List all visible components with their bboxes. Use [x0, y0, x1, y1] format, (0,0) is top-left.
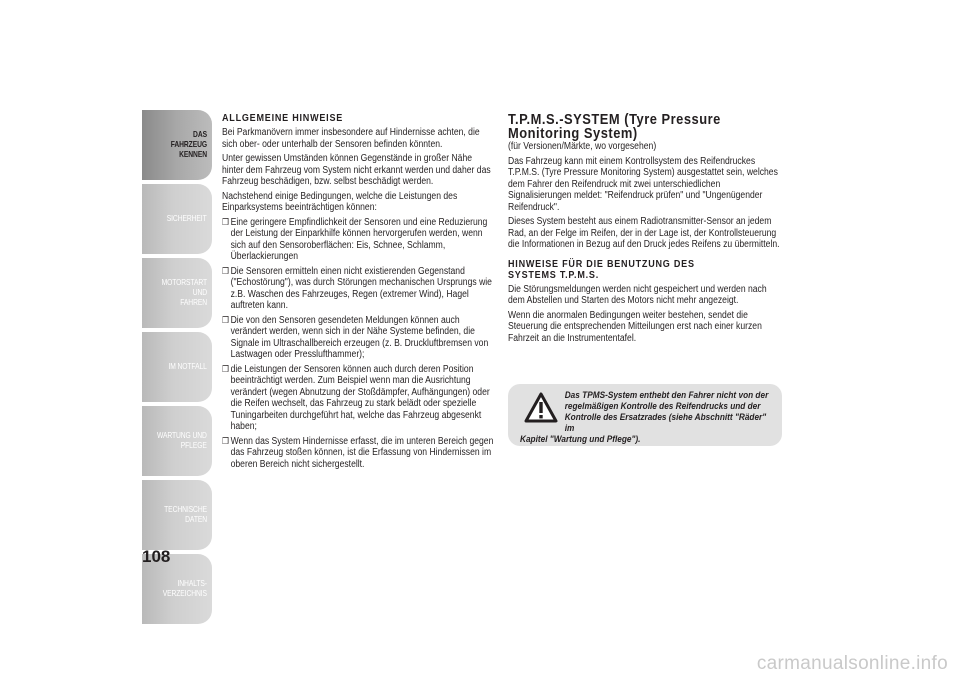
list-item [222, 217, 493, 263]
paragraph: Bei Parkmanövern immer insbesondere auf Hindernisse achten, die sich ober- oder unterhalb der Sensoren befinden könnten. [222, 127, 480, 150]
tab-label: MOTORSTART UND FAHREN [161, 278, 207, 307]
checkbox-bullet-icon: ❒ [222, 314, 229, 325]
checkbox-bullet-icon: ❒ [222, 435, 229, 446]
tab-label: TECHNISCHE DATEN [164, 505, 207, 524]
tab-label: INHALTS- VERZEICHNIS [162, 579, 207, 598]
list-item-text: die Leistungen der Sensoren können auch durch deren Position beeinträchtigt werden. Zum Beispiel wenn man die Ausrichtung verändert (wegen Abnutzung der Stoßdämpfer, Aufhängungen) oder die Reifen wechselt, das Fahrzeug zu stark belädt oder spezielle Tuningarbeiten durchgeführt hat, welche das Fahrzeug abgesenkt haben; [230, 363, 490, 432]
list-item [222, 364, 493, 433]
tab-motorstart-und-fahren[interactable] [142, 258, 212, 328]
paragraph: Das Fahrzeug kann mit einem Kontrollsystem des Reifendruckes T.P.M.S. (Tyre Pressure Monitoring System) ausgestattet sein, welches dem Fahrer den Reifendruck mit zwei unterschiedlichen Signalisierungen meldet: "Reifendruck prüfen" und "Ungenügender Reifendruck". [508, 155, 778, 213]
paragraph: Wenn die anormalen Bedingungen weiter bestehen, sendet die Steuerung die entsprechenden Mitteilungen erst nach einer kurzen Fahrzeit an die Instrumententafel. [508, 309, 762, 344]
list-item-text: Eine geringere Empfindlichkeit der Sensoren und eine Reduzierung der Leistung der Einparkhilfe können hervorgerufen werden, wenn sich auf den Sensoroberflächen: Eis, Schnee, Schlamm, Überlackierungen [230, 216, 488, 262]
tab-label: IM NOTFALL [168, 362, 207, 371]
tab-technische-daten[interactable] [142, 480, 212, 550]
paragraph: Unter gewissen Umständen können Gegenstände in großer Nähe hinter dem Fahrzeug vom System nicht erkannt werden und daher das Fahrzeug beschädigen, bzw. selbst beschädigt werden. [222, 153, 491, 187]
main-heading-tpms [508, 113, 782, 141]
paragraph: Die Störungsmeldungen werden nicht gespeichert und werden nach dem Abstellen und Starten des Motors nicht mehr angezeigt. [508, 283, 767, 306]
subtitle: (für Versionen/Märkte, wo vorgesehen) [508, 141, 657, 152]
right-column [508, 113, 783, 347]
tab-label: DAS FAHRZEUG KENNEN [170, 130, 207, 159]
sub-heading-line: SYSTEMS T.P.M.S. [508, 268, 600, 281]
main-heading-line: Monitoring System) [508, 125, 638, 142]
page-number: 108 [142, 547, 171, 566]
tab-sicherheit[interactable] [142, 184, 212, 254]
list-item-text: Die Sensoren ermitteln einen nicht existierenden Gegenstand ("Echostörung"), was durch Störungen mechanischen Ursprungs wie z.B. Waschen des Fahrzeuges, Regen (extremer Wind), Hagel auftreten kann. [230, 265, 492, 311]
tab-das-fahrzeug-kennen[interactable] [142, 110, 212, 180]
section-heading-allgemeine-hinweise: ALLGEMEINE HINWEISE [222, 112, 344, 124]
main-heading-line: T.P.M.S.-SYSTEM (Tyre Pressure [508, 111, 721, 128]
tab-label: SICHERHEIT [167, 214, 207, 223]
warning-line: Kapitel "Wartung und Pflege"). [520, 434, 641, 445]
paragraph: Dieses System besteht aus einem Radiotransmitter-Sensor an jedem Rad, an der Felge im Reifen, der in der Lage ist, der Kontrollsteuerung die Informationen in Bezug auf den Druck jedes Reifens zu übermitteln. [508, 216, 780, 250]
checkbox-bullet-icon: ❒ [222, 363, 229, 374]
warning-text [520, 390, 773, 445]
tab-label: WARTUNG UND PFLEGE [157, 431, 207, 450]
list-item [222, 315, 493, 361]
checkbox-bullet-icon: ❒ [222, 216, 229, 227]
list-item-text: Wenn das System Hindernisse erfasst, die im unteren Bereich gegen das Fahrzeug stoßen können, ist die Erfassung von Hindernissen im oberen Bereich nicht sichergestellt. [230, 435, 494, 470]
warning-line: Das TPMS-System enthebt den Fahrer nicht von der [564, 390, 769, 401]
warning-line: Kontrolle des Ersatzrades (siehe Abschnitt "Räder" im [564, 412, 767, 434]
paragraph: Nachstehend einige Bedingungen, welche die Leistungen des Einparksystems beeinträchtigen können: [222, 190, 458, 213]
section-heading-hinweise-tpms [508, 259, 782, 281]
list-item [222, 266, 493, 312]
list-item [222, 436, 493, 471]
checkbox-bullet-icon: ❒ [222, 265, 229, 276]
warning-box [508, 384, 782, 446]
tab-wartung-und-pflege[interactable] [142, 406, 212, 476]
list-item-text: Die von den Sensoren gesendeten Meldungen können auch verändert werden, wenn sich in der Nähe Systeme befinden, die Signale im Ultraschallbereich erzeugen (z. B. Druckluftbremsen von Lastwagen oder Presslufthammer); [230, 314, 489, 360]
tab-im-notfall[interactable] [142, 332, 212, 402]
watermark: carmanualsonline.info [756, 653, 948, 674]
warning-line: regelmäßigen Kontrolle des Reifendrucks und der [564, 401, 761, 412]
sub-heading-line: HINWEISE FÜR DIE BENUTZUNG DES [508, 257, 695, 270]
left-column [222, 113, 494, 473]
